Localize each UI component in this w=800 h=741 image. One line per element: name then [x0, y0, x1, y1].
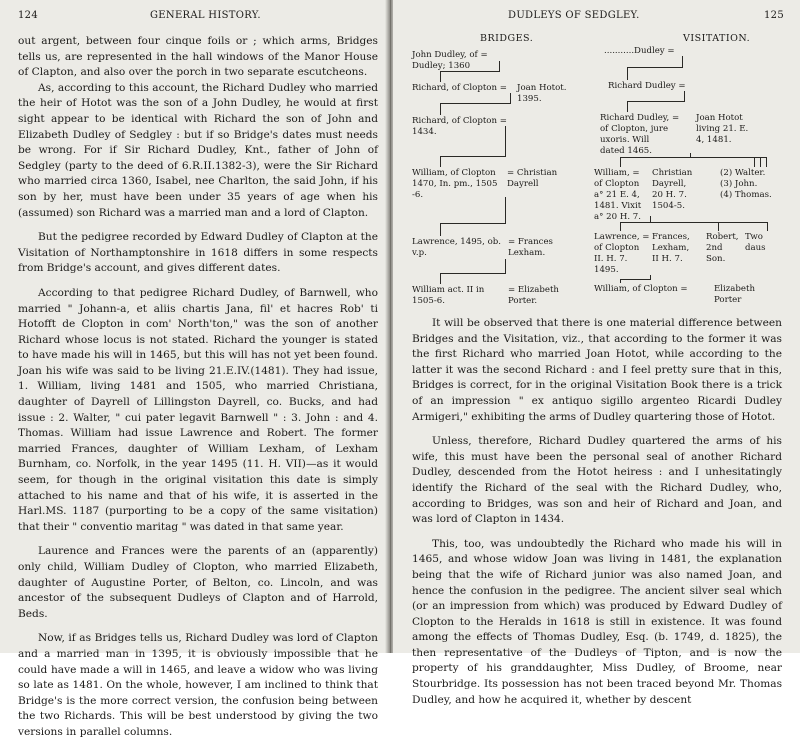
pedigree-entry: Elizabeth Porter	[714, 284, 755, 305]
pedigree-line	[650, 216, 651, 222]
pedigree-line	[627, 67, 683, 68]
pedigree-line	[440, 103, 511, 104]
pedigree-line	[440, 273, 441, 284]
pedigree-entry: = Elizabeth Porter.	[508, 285, 559, 306]
pedigree-entry: John Dudley, of = Dudley; 1360	[412, 50, 488, 71]
pedigree-line	[767, 222, 768, 231]
pedigree-line	[440, 156, 441, 167]
left-body-text	[18, 34, 378, 741]
paragraph: This, too, was undoubtedly the Richard who made his will in 1465, and whose widow Joan was living in 1481, the explanation being that the wife of Richard junior was also named Joan, and hence the confusion in the pedigree. The ancient silver seal which (or an impression from which) was produced by Edward Dudley of Clopton to the Heralds in 1618 is still in existence. It was found among the effects of Thomas Dudley, Esq. (b. 1749, d. 1825), the then representative of the Dudleys of Tipton, and is now the property of his granddaughter, Miss Dudley, of Broome, near Stourbridge. Its possession has not been traced beyond Mr. Thomas Dudley, and how he acquired it, whether by descent	[412, 537, 782, 706]
paragraph: As, according to this account, the Richard Dudley who married the heir of Hotot was the son of a John Dudley, he would at first sight appear to be identical with Richard the son of John and Elizabeth Dudley of Sedgley : but if so Bridge's dates must needs be wrong. For if Sir Richard Dudley, Knt., father of John of Sedgley (party to the deed of 6.R.II.1382-3), were the Sir Richard who married circa 1360, Isabel, nee Charlton, the said John, if his son by her, must have been under 35 years of age when his (assumed) son Richard was a married man and a lord of Clapton.	[18, 81, 378, 219]
running-head-left: GENERAL HISTORY.	[150, 10, 261, 21]
pedigree-entry: Christian Dayrell, 20 H. 7. 1504-5.	[652, 168, 693, 211]
paragraph: Unless, therefore, Richard Dudley quartered the arms of his wife, this must have been the personal seal of another Richard Dudley, descended from the Hotot heiress : and I unhesitatingly identify the Richard of the seal with the Richard Dudley, who, according to Bridges, was son and heir of Richard and Joan, and was lord of Clapton in 1434.	[412, 435, 782, 526]
pedigree-entry: Richard, of Clopton =	[412, 83, 507, 93]
pedigree-entry: Lawrence, = of Clopton II. H. 7. 1495.	[594, 232, 650, 275]
pedigree-line	[627, 67, 628, 80]
bridges-column-title: BRIDGES.	[480, 33, 534, 44]
pedigree-line	[766, 157, 767, 167]
pedigree-line	[440, 156, 506, 157]
left-page	[0, 0, 388, 738]
paragraph: According to that pedigree Richard Dudley, of Barnwell, who married " Johann-a, et aliis chartis Jana, fil' et hacres Rob' ti Hotofft de Clopton in com' North'ton," was the son of another Richard whose locus is not stated. Richard the younger is stated to have made his will in 1465, but this will has not yet been found. Joan his wife was said to be living 21.E.IV.(1481). They had issue, 1. William, living 1481 and 1505, who married Christiana, daughter of Dayrell of Lillingston Dayrell, co. Bucks, and had issue : 2. Walter, " cui pater legavit Barnwell " : 3. John : and 4. Thomas. William had issue Lawrence and Robert. The former married Frances, daughter of William Lexham, of Lexham Burnham, co. Norfolk, in the year 1495 (11. H. VII)—as it would seem, for though in the original visitation this date is simply attached to his name and that of his wife, it is asserted in the Harl.MS. 1187 (purporting to be a copy of the same visitation) that their " conventio maritag " was dated in that same year.	[18, 286, 378, 533]
pedigree-entry: Frances, Lexham, II H. 7.	[652, 232, 690, 264]
pedigree-entry: ...........Dudley =	[604, 46, 675, 56]
pedigree-entry: William, of Clopton 1470, In. pm., 1505 -6.	[412, 168, 498, 200]
pedigree-line	[684, 91, 685, 101]
pedigree-line	[440, 71, 441, 82]
paragraph: But the pedigree recorded by Edward Dudley of Clapton at the Visitation of Northamptonshire in 1618 differs in some respects from Bridge's account, and gives different dates.	[18, 231, 378, 275]
pedigree-entry: = Frances Lexham.	[508, 237, 553, 258]
pedigree-line	[440, 273, 506, 274]
pedigree-entry: William act. II in 1505-6.	[412, 285, 485, 306]
pedigree-line	[440, 223, 506, 224]
pedigree-line	[505, 259, 506, 273]
paragraph: It will be observed that there is one material difference between Bridges and the Visitation, viz., that according to the former it was the first Richard who married Joan Hotot, while according to the latter it was the second Richard : and I feel pretty sure that in this, Bridges is correct, for in the original Visitation Book there is a trick of an impression " ex antiquo sigillo argenteo Ricardi Dudley Armigeri," exhibiting the arms of Dudley quartering those of Hotot.	[412, 317, 782, 423]
pedigree-line	[682, 56, 683, 67]
pedigree-entry: Richard Dudley, = of Clopton, jure uxoris. Will dated 1465.	[600, 113, 680, 156]
pedigree-entry: William, of Clopton =	[594, 284, 688, 294]
pedigree-entry: Joan Hotot. 1395.	[517, 83, 567, 104]
running-head-right: DUDLEYS OF SEDGLEY.	[508, 10, 640, 21]
pedigree-line	[627, 101, 628, 112]
pedigree-line	[499, 61, 500, 71]
pedigree-entry: Joan Hotot living 21. E. 4, 1481.	[696, 113, 749, 145]
pedigree-line	[620, 222, 621, 231]
pedigree-line	[440, 223, 441, 236]
pedigree-line	[440, 71, 500, 72]
right-body-text	[412, 316, 782, 708]
pedigree-entry: = Christian Dayrell	[507, 168, 558, 189]
pedigree-line	[440, 103, 441, 115]
pedigree-line	[505, 197, 506, 223]
pedigree-entry: Lawrence, 1495, ob. v.p.	[412, 237, 502, 258]
pedigree-line	[620, 157, 621, 167]
pedigree-line	[760, 157, 761, 167]
pedigree-line	[620, 157, 767, 158]
pedigree-line	[505, 126, 506, 156]
visitation-column-title: VISITATION.	[683, 33, 751, 44]
pedigree-line	[718, 222, 719, 231]
pedigree-entry: (2) Walter. (3) John. (4) Thomas.	[720, 168, 772, 200]
pedigree-line	[620, 222, 768, 223]
pedigree-line	[754, 157, 755, 167]
pedigree-entry: Two daus	[745, 232, 766, 253]
paragraph: out argent, between four cinque foils or ; which arms, Bridges tells us, are represented in the hall windows of the Manor House of Clapton, and also over the porch in two separate escutcheons.	[18, 35, 378, 79]
pedigree-line	[620, 279, 621, 283]
pedigree-entry: Richard Dudley =	[608, 81, 686, 91]
pedigree-entry: Richard, of Clopton = 1434.	[412, 116, 507, 137]
paragraph: Now, if as Bridges tells us, Richard Dudley was lord of Clapton and a married man in 1395, it is obviously impossible that he could have made a will in 1465, and leave a widow who was living so late as 1481. On the whole, however, I am inclined to think that Bridge's is the more correct version, the confusion being between the two Richards. This will be best understood by giving the two versions in parallel columns.	[18, 632, 378, 738]
pedigree-entry: Robert, 2nd Son.	[706, 232, 739, 264]
pedigree-line	[620, 279, 651, 280]
pedigree-entry: William, = of Clopton a° 21 E. 4, 1481. Vixit a° 20 H. 7.	[594, 168, 642, 222]
paragraph: Laurence and Frances were the parents of an (apparently) only child, William Dudley of Clopton, who married Elizabeth, daughter of Augustine Porter, of Belton, co. Lincoln, and was ancestor of the subsequent Dudleys of Clapton and of Harrold, Beds.	[18, 545, 378, 620]
pedigree-line	[510, 93, 511, 103]
page-number-right: 125	[764, 10, 784, 21]
page-number-left: 124	[18, 10, 38, 21]
pedigree-line	[627, 101, 685, 102]
